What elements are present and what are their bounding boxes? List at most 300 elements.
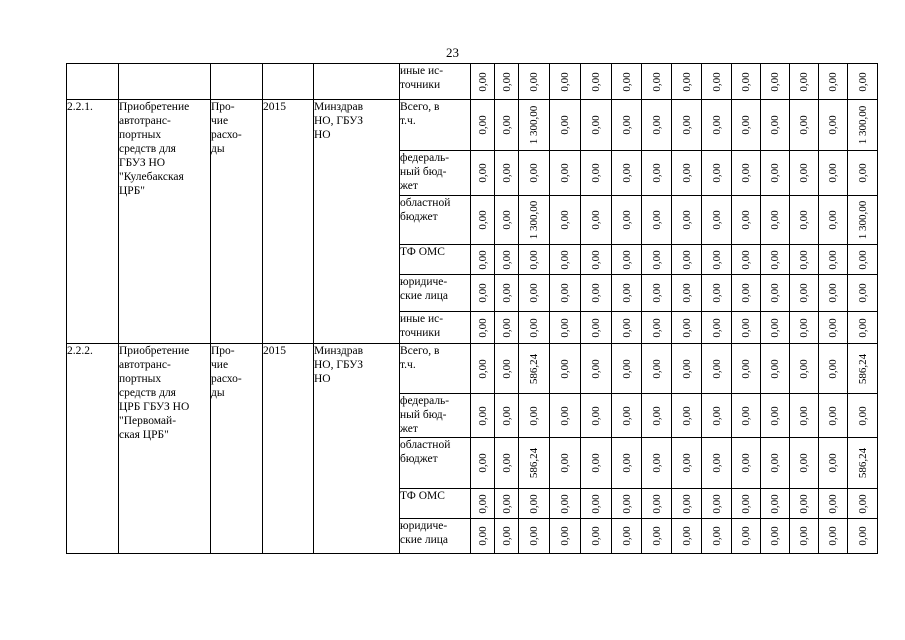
amount-value: 0,00 — [769, 71, 781, 92]
amount-cell — [848, 312, 878, 344]
amount-value: 0,00 — [827, 358, 839, 379]
amount-cell — [495, 312, 519, 344]
amount-cell — [519, 151, 550, 196]
amount-value: 0,00 — [500, 115, 513, 135]
amount-cell — [819, 344, 848, 394]
funding-source-label: юридиче- ские лица — [400, 519, 471, 554]
amount-value: 0,00 — [798, 358, 810, 379]
amount-value: 0,00 — [500, 453, 513, 473]
amount-cell — [471, 489, 495, 519]
amount-cell — [702, 64, 732, 100]
amount-cell — [612, 275, 642, 312]
amount-value: 0,00 — [827, 249, 839, 270]
amount-cell — [732, 196, 761, 245]
amount-cell — [612, 64, 642, 100]
amount-value: 0,00 — [590, 249, 602, 270]
funding-source-label: областной бюджет — [400, 438, 471, 489]
amount-cell — [761, 489, 790, 519]
amount-cell — [819, 245, 848, 275]
amount-cell — [848, 196, 878, 245]
amount-cell — [790, 196, 819, 245]
amount-cell — [761, 519, 790, 554]
amount-value: 0,00 — [827, 163, 839, 183]
amount-cell — [848, 151, 878, 196]
amount-cell — [642, 519, 672, 554]
amount-value: 0,00 — [680, 249, 693, 270]
amount-value: 0,00 — [650, 317, 663, 338]
item-name-cell: Приобретение автотранс- портных средств для ЦРБ ГБУЗ НО "Первомай- ская ЦРБ" — [119, 344, 211, 554]
amount-value: 0,00 — [500, 526, 513, 546]
amount-value: 0,00 — [590, 71, 602, 92]
amount-value: 0,00 — [827, 317, 839, 338]
amount-cell — [471, 438, 495, 489]
amount-cell — [495, 100, 519, 151]
amount-value: 0,00 — [769, 493, 781, 514]
executor-cell: Минздрав НО, ГБУЗ НО — [314, 100, 400, 344]
amount-cell — [848, 438, 878, 489]
amount-cell — [581, 196, 612, 245]
amount-value: 0,00 — [769, 163, 781, 183]
funding-source-label: федераль- ный бюд- жет — [400, 151, 471, 196]
amount-value: 0,00 — [650, 249, 663, 270]
amount-cell — [702, 151, 732, 196]
amount-cell — [519, 196, 550, 245]
amount-value: 0,00 — [740, 453, 752, 473]
amount-cell — [612, 344, 642, 394]
amount-cell — [495, 275, 519, 312]
amount-value: 0,00 — [559, 163, 571, 183]
amount-value: 0,00 — [710, 283, 723, 303]
amount-value: 0,00 — [559, 210, 571, 230]
amount-cell — [471, 100, 495, 151]
amount-cell — [790, 312, 819, 344]
amount-cell — [581, 151, 612, 196]
amount-cell — [642, 151, 672, 196]
amount-cell — [732, 438, 761, 489]
expense-type-cell: Про- чие расхо- ды — [211, 344, 263, 554]
amount-value: 1 300,00 — [856, 105, 869, 145]
amount-value: 0,00 — [856, 405, 869, 426]
amount-value: 0,00 — [856, 493, 869, 514]
amount-cell — [732, 344, 761, 394]
amount-value: 0,00 — [559, 249, 571, 270]
amount-value: 0,00 — [620, 71, 633, 92]
amount-cell — [495, 151, 519, 196]
amount-cell — [581, 489, 612, 519]
amount-value: 0,00 — [680, 453, 693, 473]
amount-cell — [819, 312, 848, 344]
amount-cell — [790, 394, 819, 438]
amount-value: 0,00 — [476, 249, 489, 270]
amount-value: 0,00 — [559, 405, 571, 426]
amount-cell — [642, 275, 672, 312]
funding-source-label: иные ис- точники — [400, 312, 471, 344]
amount-value: 0,00 — [856, 283, 869, 303]
amount-cell — [790, 438, 819, 489]
amount-value: 0,00 — [680, 317, 693, 338]
amount-value: 1 300,00 — [528, 105, 540, 145]
amount-value: 0,00 — [528, 405, 540, 426]
year-cell: 2015 — [263, 344, 314, 554]
amount-value: 0,00 — [856, 317, 869, 338]
amount-cell — [761, 196, 790, 245]
amount-cell — [702, 100, 732, 151]
amount-value: 0,00 — [740, 526, 752, 546]
amount-value: 0,00 — [476, 71, 489, 92]
amount-value: 0,00 — [476, 210, 489, 230]
amount-value: 0,00 — [590, 453, 602, 473]
amount-cell — [761, 312, 790, 344]
amount-value: 0,00 — [680, 71, 693, 92]
amount-value: 0,00 — [650, 71, 663, 92]
amount-cell — [848, 394, 878, 438]
amount-cell — [790, 64, 819, 100]
amount-cell — [471, 519, 495, 554]
amount-cell — [761, 151, 790, 196]
amount-cell — [732, 64, 761, 100]
amount-cell — [471, 245, 495, 275]
amount-cell — [672, 438, 702, 489]
amount-value: 0,00 — [769, 358, 781, 379]
amount-cell — [581, 100, 612, 151]
amount-cell — [612, 100, 642, 151]
amount-value: 0,00 — [798, 405, 810, 426]
amount-cell — [672, 312, 702, 344]
amount-value: 0,00 — [500, 249, 513, 270]
amount-value: 0,00 — [856, 249, 869, 270]
amount-cell — [612, 196, 642, 245]
amount-cell — [672, 394, 702, 438]
amount-cell — [672, 64, 702, 100]
amount-cell — [581, 312, 612, 344]
amount-value: 0,00 — [650, 115, 663, 135]
amount-value: 0,00 — [769, 115, 781, 135]
amount-cell — [581, 64, 612, 100]
amount-cell — [612, 151, 642, 196]
amount-cell — [732, 245, 761, 275]
amount-value: 0,00 — [650, 453, 663, 473]
amount-cell — [581, 275, 612, 312]
amount-value: 0,00 — [798, 115, 810, 135]
amount-value: 0,00 — [769, 249, 781, 270]
table-row — [67, 344, 878, 394]
amount-cell — [732, 394, 761, 438]
amount-cell — [471, 275, 495, 312]
amount-value: 0,00 — [827, 453, 839, 473]
funding-source-label: юридиче- ские лица — [400, 275, 471, 312]
amount-cell — [672, 344, 702, 394]
executor-cell: Минздрав НО, ГБУЗ НО — [314, 344, 400, 554]
amount-value: 0,00 — [590, 405, 602, 426]
amount-value: 0,00 — [559, 453, 571, 473]
amount-cell — [790, 275, 819, 312]
amount-value: 0,00 — [769, 283, 781, 303]
amount-value: 0,00 — [620, 317, 633, 338]
amount-value: 0,00 — [798, 283, 810, 303]
amount-value: 0,00 — [769, 453, 781, 473]
amount-cell — [550, 275, 581, 312]
amount-value: 0,00 — [559, 283, 571, 303]
amount-value: 0,00 — [827, 493, 839, 514]
amount-value: 0,00 — [798, 526, 810, 546]
amount-value: 0,00 — [740, 283, 752, 303]
amount-value: 0,00 — [710, 358, 723, 379]
amount-value: 1 300,00 — [856, 200, 869, 240]
funding-source-label: ТФ ОМС — [400, 245, 471, 275]
amount-value: 0,00 — [476, 526, 489, 546]
amount-cell — [550, 489, 581, 519]
amount-cell — [848, 519, 878, 554]
amount-value: 0,00 — [710, 493, 723, 514]
amount-cell — [612, 519, 642, 554]
amount-value: 0,00 — [620, 249, 633, 270]
amount-cell — [495, 519, 519, 554]
budget-table-body — [67, 64, 878, 554]
amount-cell — [550, 519, 581, 554]
amount-cell — [642, 394, 672, 438]
amount-cell — [550, 438, 581, 489]
amount-value: 0,00 — [769, 317, 781, 338]
amount-cell — [495, 196, 519, 245]
amount-cell — [672, 196, 702, 245]
amount-value: 0,00 — [620, 163, 633, 183]
amount-value: 0,00 — [740, 493, 752, 514]
amount-cell — [819, 151, 848, 196]
amount-value: 0,00 — [827, 526, 839, 546]
amount-value: 0,00 — [528, 249, 540, 270]
amount-value: 0,00 — [680, 115, 693, 135]
amount-value: 0,00 — [710, 405, 723, 426]
amount-cell — [581, 245, 612, 275]
amount-value: 0,00 — [528, 163, 540, 183]
amount-value: 0,00 — [710, 453, 723, 473]
amount-cell — [732, 151, 761, 196]
amount-cell — [550, 196, 581, 245]
amount-cell — [612, 312, 642, 344]
item-code-cell: 2.2.1. — [67, 100, 119, 344]
amount-cell — [612, 245, 642, 275]
amount-cell — [702, 344, 732, 394]
amount-cell — [471, 394, 495, 438]
amount-cell — [732, 275, 761, 312]
amount-cell — [848, 64, 878, 100]
amount-value: 0,00 — [827, 405, 839, 426]
amount-value: 0,00 — [620, 210, 633, 230]
amount-value: 0,00 — [650, 358, 663, 379]
amount-value: 0,00 — [650, 283, 663, 303]
amount-value: 0,00 — [559, 71, 571, 92]
item-code-cell: 2.2.2. — [67, 344, 119, 554]
amount-cell — [612, 438, 642, 489]
amount-value: 0,00 — [590, 210, 602, 230]
amount-value: 0,00 — [620, 283, 633, 303]
amount-value: 0,00 — [620, 405, 633, 426]
amount-value: 0,00 — [798, 210, 810, 230]
amount-cell — [819, 489, 848, 519]
amount-cell — [519, 245, 550, 275]
amount-cell — [471, 151, 495, 196]
amount-cell — [732, 489, 761, 519]
amount-cell — [761, 438, 790, 489]
amount-cell — [581, 394, 612, 438]
amount-value: 0,00 — [856, 526, 869, 546]
amount-value: 0,00 — [856, 71, 869, 92]
amount-cell — [819, 64, 848, 100]
amount-cell — [642, 245, 672, 275]
amount-value: 0,00 — [798, 493, 810, 514]
amount-cell — [495, 489, 519, 519]
amount-value: 0,00 — [476, 163, 489, 183]
amount-cell — [761, 245, 790, 275]
amount-value: 0,00 — [500, 71, 513, 92]
amount-value: 0,00 — [769, 210, 781, 230]
amount-value: 0,00 — [680, 163, 693, 183]
amount-value: 0,00 — [710, 210, 723, 230]
amount-cell — [702, 394, 732, 438]
amount-value: 0,00 — [710, 163, 723, 183]
amount-value: 586,24 — [528, 447, 540, 479]
amount-value: 0,00 — [528, 317, 540, 338]
amount-cell — [702, 275, 732, 312]
amount-cell — [761, 344, 790, 394]
year-cell — [263, 64, 314, 100]
amount-value: 0,00 — [500, 358, 513, 379]
amount-cell — [702, 196, 732, 245]
amount-cell — [819, 519, 848, 554]
amount-value: 0,00 — [710, 115, 723, 135]
budget-table — [66, 63, 878, 554]
amount-value: 0,00 — [827, 71, 839, 92]
amount-cell — [642, 196, 672, 245]
amount-value: 0,00 — [740, 71, 752, 92]
amount-value: 586,24 — [856, 353, 869, 384]
amount-cell — [612, 394, 642, 438]
amount-cell — [672, 151, 702, 196]
amount-value: 0,00 — [740, 163, 752, 183]
amount-value: 0,00 — [528, 526, 540, 546]
amount-cell — [495, 64, 519, 100]
amount-cell — [642, 489, 672, 519]
amount-cell — [790, 100, 819, 151]
amount-cell — [790, 489, 819, 519]
amount-cell — [495, 438, 519, 489]
amount-value: 0,00 — [559, 115, 571, 135]
amount-cell — [550, 344, 581, 394]
amount-value: 0,00 — [710, 317, 723, 338]
amount-value: 0,00 — [740, 210, 752, 230]
expense-type-cell: Про- чие расхо- ды — [211, 100, 263, 344]
amount-value: 0,00 — [476, 405, 489, 426]
amount-cell — [642, 100, 672, 151]
amount-cell — [848, 344, 878, 394]
amount-cell — [819, 438, 848, 489]
amount-value: 0,00 — [680, 493, 693, 514]
amount-value: 0,00 — [559, 358, 571, 379]
amount-value: 0,00 — [620, 358, 633, 379]
funding-source-label: иные ис- точники — [400, 64, 471, 100]
amount-value: 0,00 — [476, 493, 489, 514]
amount-cell — [519, 275, 550, 312]
funding-source-label: ТФ ОМС — [400, 489, 471, 519]
amount-value: 0,00 — [740, 358, 752, 379]
amount-cell — [848, 100, 878, 151]
amount-cell — [848, 245, 878, 275]
amount-cell — [642, 438, 672, 489]
amount-value: 0,00 — [620, 453, 633, 473]
amount-value: 0,00 — [590, 526, 602, 546]
amount-value: 0,00 — [650, 163, 663, 183]
amount-value: 0,00 — [476, 283, 489, 303]
amount-cell — [672, 245, 702, 275]
amount-cell — [550, 394, 581, 438]
amount-cell — [471, 344, 495, 394]
amount-value: 0,00 — [650, 405, 663, 426]
amount-cell — [761, 100, 790, 151]
amount-value: 0,00 — [528, 283, 540, 303]
page-number: 23 — [446, 45, 459, 60]
funding-source-label: областной бюджет — [400, 196, 471, 245]
amount-value: 0,00 — [500, 405, 513, 426]
amount-value: 0,00 — [500, 283, 513, 303]
amount-cell — [519, 344, 550, 394]
amount-value: 0,00 — [590, 493, 602, 514]
amount-value: 0,00 — [740, 317, 752, 338]
amount-value: 586,24 — [528, 353, 540, 384]
amount-cell — [519, 64, 550, 100]
amount-value: 0,00 — [740, 405, 752, 426]
amount-cell — [519, 312, 550, 344]
amount-cell — [702, 489, 732, 519]
amount-value: 0,00 — [590, 317, 602, 338]
amount-cell — [519, 489, 550, 519]
amount-cell — [550, 312, 581, 344]
amount-value: 0,00 — [798, 317, 810, 338]
amount-value: 0,00 — [710, 71, 723, 92]
amount-value: 0,00 — [476, 453, 489, 473]
amount-cell — [790, 344, 819, 394]
amount-value: 0,00 — [650, 210, 663, 230]
amount-cell — [471, 196, 495, 245]
amount-value: 0,00 — [528, 493, 540, 514]
year-cell: 2015 — [263, 100, 314, 344]
amount-value: 0,00 — [798, 249, 810, 270]
amount-cell — [471, 64, 495, 100]
amount-value: 0,00 — [590, 115, 602, 135]
amount-cell — [642, 64, 672, 100]
amount-value: 1 300,00 — [528, 200, 540, 240]
amount-value: 0,00 — [528, 71, 540, 92]
amount-cell — [550, 100, 581, 151]
amount-value: 0,00 — [620, 115, 633, 135]
amount-value: 0,00 — [476, 317, 489, 338]
amount-value: 0,00 — [798, 453, 810, 473]
amount-cell — [819, 275, 848, 312]
amount-value: 0,00 — [710, 526, 723, 546]
amount-cell — [581, 344, 612, 394]
amount-value: 0,00 — [827, 210, 839, 230]
amount-value: 0,00 — [500, 317, 513, 338]
amount-value: 0,00 — [769, 405, 781, 426]
funding-source-label: Всего, в т.ч. — [400, 344, 471, 394]
amount-value: 0,00 — [827, 115, 839, 135]
expense-type-cell — [211, 64, 263, 100]
amount-cell — [550, 64, 581, 100]
amount-cell — [702, 519, 732, 554]
item-name-cell — [119, 64, 211, 100]
amount-value: 0,00 — [590, 283, 602, 303]
amount-cell — [848, 489, 878, 519]
amount-cell — [732, 312, 761, 344]
